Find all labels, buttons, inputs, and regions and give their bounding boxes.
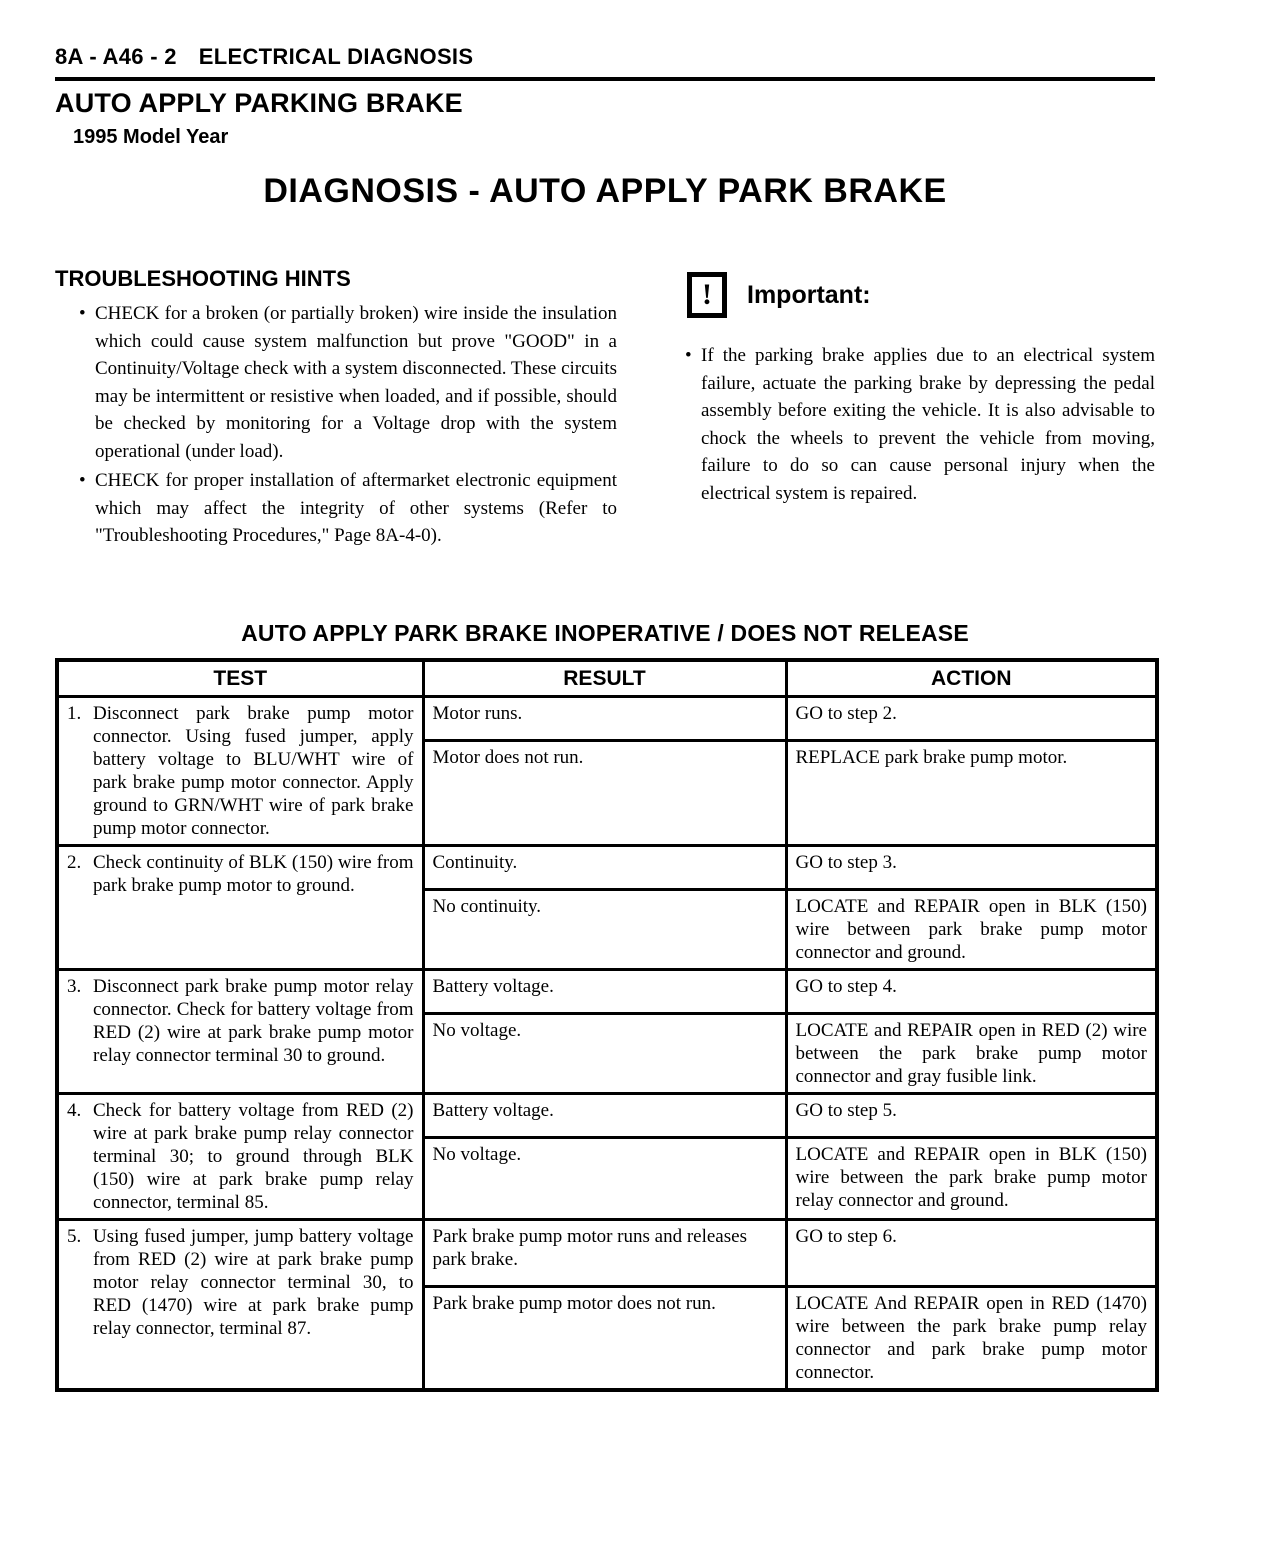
test-cell — [57, 697, 423, 846]
header-divider — [55, 77, 1155, 81]
result-cell: Battery voltage. — [423, 970, 786, 1014]
test-cell — [57, 1220, 423, 1391]
table-header-row — [57, 660, 1157, 697]
test-content — [67, 975, 414, 1067]
page-header — [55, 44, 473, 70]
step-number: 3. — [67, 976, 82, 997]
table-row-step-2 — [57, 846, 1157, 890]
table-row-step-5 — [57, 1220, 1157, 1287]
test-content — [67, 1225, 414, 1340]
test-text: Check continuity of BLK (150) wire from park brake pump motor to ground. — [93, 852, 414, 896]
result-cell: Motor does not run. — [423, 741, 786, 846]
step-number: 2. — [67, 852, 82, 873]
important-label: Important: — [747, 280, 871, 309]
step-number: 1. — [67, 703, 82, 724]
column-header-result: RESULT — [423, 660, 786, 697]
test-cell — [57, 1094, 423, 1220]
step-number: 4. — [67, 1100, 82, 1121]
action-cell: LOCATE and REPAIR open in RED (2) wire between the park brake pump motor connector and gray fusible link. — [786, 1014, 1157, 1094]
page-code: 8A - A46 - 2 — [55, 44, 177, 69]
troubleshooting-hints-section — [55, 266, 617, 552]
model-year: 1995 Model Year — [73, 126, 229, 148]
test-text: Check for battery voltage from RED (2) wire at park brake pump relay connector terminal 30; to ground through BLK (150) wire at park brake pump relay connector, terminal 85. — [93, 1100, 414, 1213]
action-cell: LOCATE And REPAIR open in RED (1470) wire between the park brake pump relay connector and park brake pump motor connector. — [786, 1287, 1157, 1391]
important-item: • If the parking brake applies due to an electrical system failure, actuate the parking brake by depressing the pedal assembly before exiting the vehicle. It is also advisable to chock the wheels to prevent the vehicle from moving, failure to do so can cause personal injury when the electrical system is repaired. — [661, 342, 1155, 507]
action-cell: LOCATE and REPAIR open in BLK (150) wire between park brake pump motor connector and ground. — [786, 890, 1157, 970]
action-cell: GO to step 6. — [786, 1220, 1157, 1287]
test-content — [67, 702, 414, 840]
action-cell: GO to step 2. — [786, 697, 1157, 741]
action-cell: REPLACE park brake pump motor. — [786, 741, 1157, 846]
action-cell: GO to step 5. — [786, 1094, 1157, 1138]
result-cell: Park brake pump motor does not run. — [423, 1287, 786, 1391]
result-cell: Motor runs. — [423, 697, 786, 741]
test-cell — [57, 970, 423, 1094]
intro-columns — [55, 266, 1155, 552]
test-content — [67, 1099, 414, 1214]
important-note-section — [661, 266, 1155, 552]
test-content — [67, 851, 414, 897]
test-cell — [57, 846, 423, 970]
result-cell: Park brake pump motor runs and releases park brake. — [423, 1220, 786, 1287]
result-cell: Battery voltage. — [423, 1094, 786, 1138]
test-text: Disconnect park brake pump motor relay connector. Check for battery voltage from RED (2) wire at park brake pump motor relay connector terminal 30 to ground. — [93, 976, 414, 1066]
section-title: ELECTRICAL DIAGNOSIS — [198, 44, 474, 69]
result-cell: Continuity. — [423, 846, 786, 890]
table-row-step-1 — [57, 697, 1157, 741]
table-row-step-4 — [57, 1094, 1157, 1138]
page-title: DIAGNOSIS - AUTO APPLY PARK BRAKE — [263, 172, 947, 210]
table-row-step-3 — [57, 970, 1157, 1014]
hint-item: • CHECK for a broken (or partially broken) wire inside the insulation which could cause system malfunction but prove "GOOD" in a Continuity/Voltage check with a system disconnected. These circuits may be intermittent or resistive when loaded, and if possible, should be checked by monitoring for a Voltage drop with the system operational (under load). — [55, 300, 617, 465]
result-cell: No continuity. — [423, 890, 786, 970]
table-title: AUTO APPLY PARK BRAKE INOPERATIVE / DOES NOT RELEASE — [241, 620, 969, 646]
step-number: 5. — [67, 1226, 82, 1247]
hint-item: • CHECK for proper installation of aftermarket electronic equipment which may affect the integrity of other systems (Refer to "Troubleshooting Procedures," Page 8A-4-0). — [55, 467, 617, 550]
column-header-test: TEST — [57, 660, 423, 697]
test-text: Disconnect park brake pump motor connector. Using fused jumper, apply battery voltage to BLU/WHT wire of park brake pump motor connector. Apply ground to GRN/WHT wire of park brake pump motor connector. — [93, 703, 414, 839]
diagnosis-table — [55, 658, 1159, 1392]
action-cell: GO to step 4. — [786, 970, 1157, 1014]
important-exclamation-icon: ! — [687, 272, 727, 318]
subsection-title: AUTO APPLY PARKING BRAKE — [55, 88, 463, 118]
hints-heading: TROUBLESHOOTING HINTS — [55, 266, 351, 291]
action-cell: GO to step 3. — [786, 846, 1157, 890]
test-text: Using fused jumper, jump battery voltage from RED (2) wire at park brake pump motor relay connector terminal 30, to RED (1470) wire at park brake pump relay connector, terminal 87. — [93, 1226, 414, 1339]
column-header-action: ACTION — [786, 660, 1157, 697]
important-header — [687, 272, 1155, 318]
action-cell: LOCATE and REPAIR open in BLK (150) wire between the park brake pump motor relay connector and ground. — [786, 1138, 1157, 1220]
result-cell: No voltage. — [423, 1014, 786, 1094]
result-cell: No voltage. — [423, 1138, 786, 1220]
